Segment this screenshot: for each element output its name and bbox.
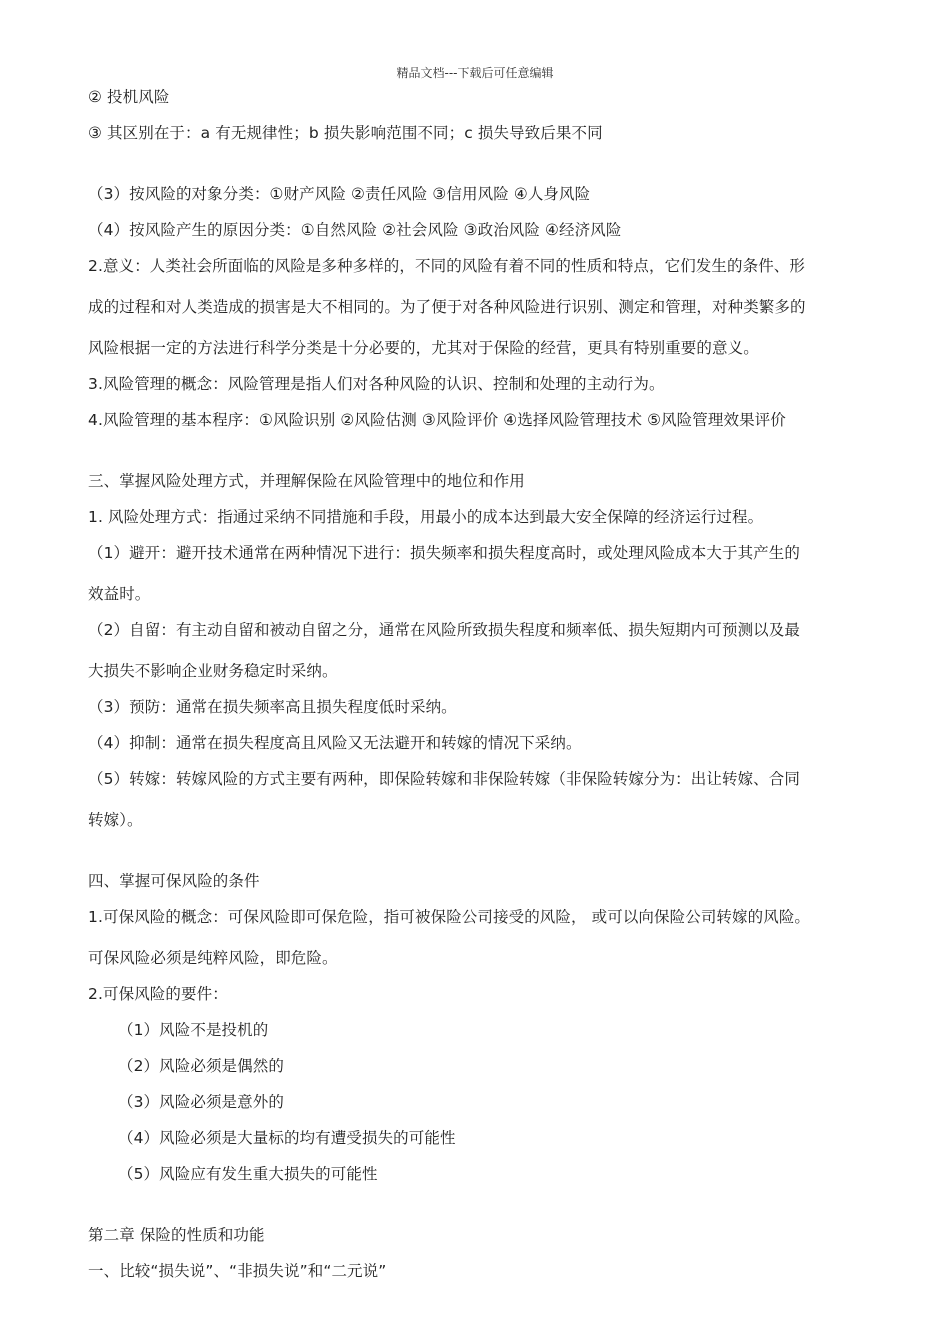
list-item: （1）风险不是投机的 [118, 1021, 269, 1039]
text-line: 1. 风险处理方式：指通过采纳不同措施和手段，用最小的成本达到最大安全保障的经济运行过程。 [88, 508, 764, 526]
text-line: （4）抑制：通常在损失程度高且风险又无法避开和转嫁的情况下采纳。 [88, 734, 582, 752]
text-line: ③ 其区别在于：a 有无规律性；b 损失影响范围不同；c 损失导致后果不同 [88, 124, 603, 142]
page-header: 精品文档---下载后可任意编辑 [396, 66, 554, 80]
text-line: 4.风险管理的基本程序：①风险识别 ②风险估测 ③风险评价 ④选择风险管理技术 ⑤风险管理效果评价 [88, 411, 786, 429]
text-line: 大损失不影响企业财务稳定时采纳。 [88, 662, 338, 680]
text-line: 2.可保风险的要件： [88, 985, 228, 1003]
text-line: （4）按风险产生的原因分类：①自然风险 ②社会风险 ③政治风险 ④经济风险 [88, 221, 622, 239]
text-line: 转嫁）。 [88, 811, 143, 829]
text-line: 1.可保风险的概念：可保风险即可保危险，指可被保险公司接受的风险， 或可以向保险公司转嫁的风险。 [88, 908, 811, 926]
chapter-heading: 第二章 保险的性质和功能 [88, 1226, 265, 1244]
text-line: 2.意义：人类社会所面临的风险是多种多样的，不同的风险有着不同的性质和特点，它们发生的条件、形 [88, 257, 805, 275]
text-line: 效益时。 [88, 585, 151, 603]
section-heading: 三、掌握风险处理方式，并理解保险在风险管理中的地位和作用 [88, 472, 525, 490]
section-heading: 一、比较“损失说”、“非损失说”和“二元说” [88, 1262, 387, 1280]
text-line: 可保风险必须是纯粹风险，即危险。 [88, 949, 338, 967]
text-line: 3.风险管理的概念：风险管理是指人们对各种风险的认识、控制和处理的主动行为。 [88, 375, 665, 393]
text-line: ② 投机风险 [88, 88, 170, 106]
list-item: （4）风险必须是大量标的均有遭受损失的可能性 [118, 1129, 456, 1147]
text-line: （3）按风险的对象分类：①财产风险 ②责任风险 ③信用风险 ④人身风险 [88, 185, 591, 203]
text-line: （2）自留：有主动自留和被动自留之分，通常在风险所致损失程度和频率低、损失短期内可预测以及最 [88, 621, 800, 639]
text-line: （5）转嫁：转嫁风险的方式主要有两种，即保险转嫁和非保险转嫁（非保险转嫁分为：出让转嫁、合同 [88, 770, 800, 788]
list-item: （3）风险必须是意外的 [118, 1093, 284, 1111]
text-line: 风险根据一定的方法进行科学分类是十分必要的，尤其对于保险的经营，更具有特别重要的意义。 [88, 339, 759, 357]
section-heading: 四、掌握可保风险的条件 [88, 872, 260, 890]
list-item: （2）风险必须是偶然的 [118, 1057, 284, 1075]
text-line: （1）避开：避开技术通常在两种情况下进行：损失频率和损失程度高时，或处理风险成本大于其产生的 [88, 544, 800, 562]
text-line: 成的过程和对人类造成的损害是大不相同的。为了便于对各种风险进行识别、测定和管理，对种类繁多的 [88, 298, 806, 316]
list-item: （5）风险应有发生重大损失的可能性 [118, 1165, 378, 1183]
text-line: （3）预防：通常在损失频率高且损失程度低时采纳。 [88, 698, 457, 716]
